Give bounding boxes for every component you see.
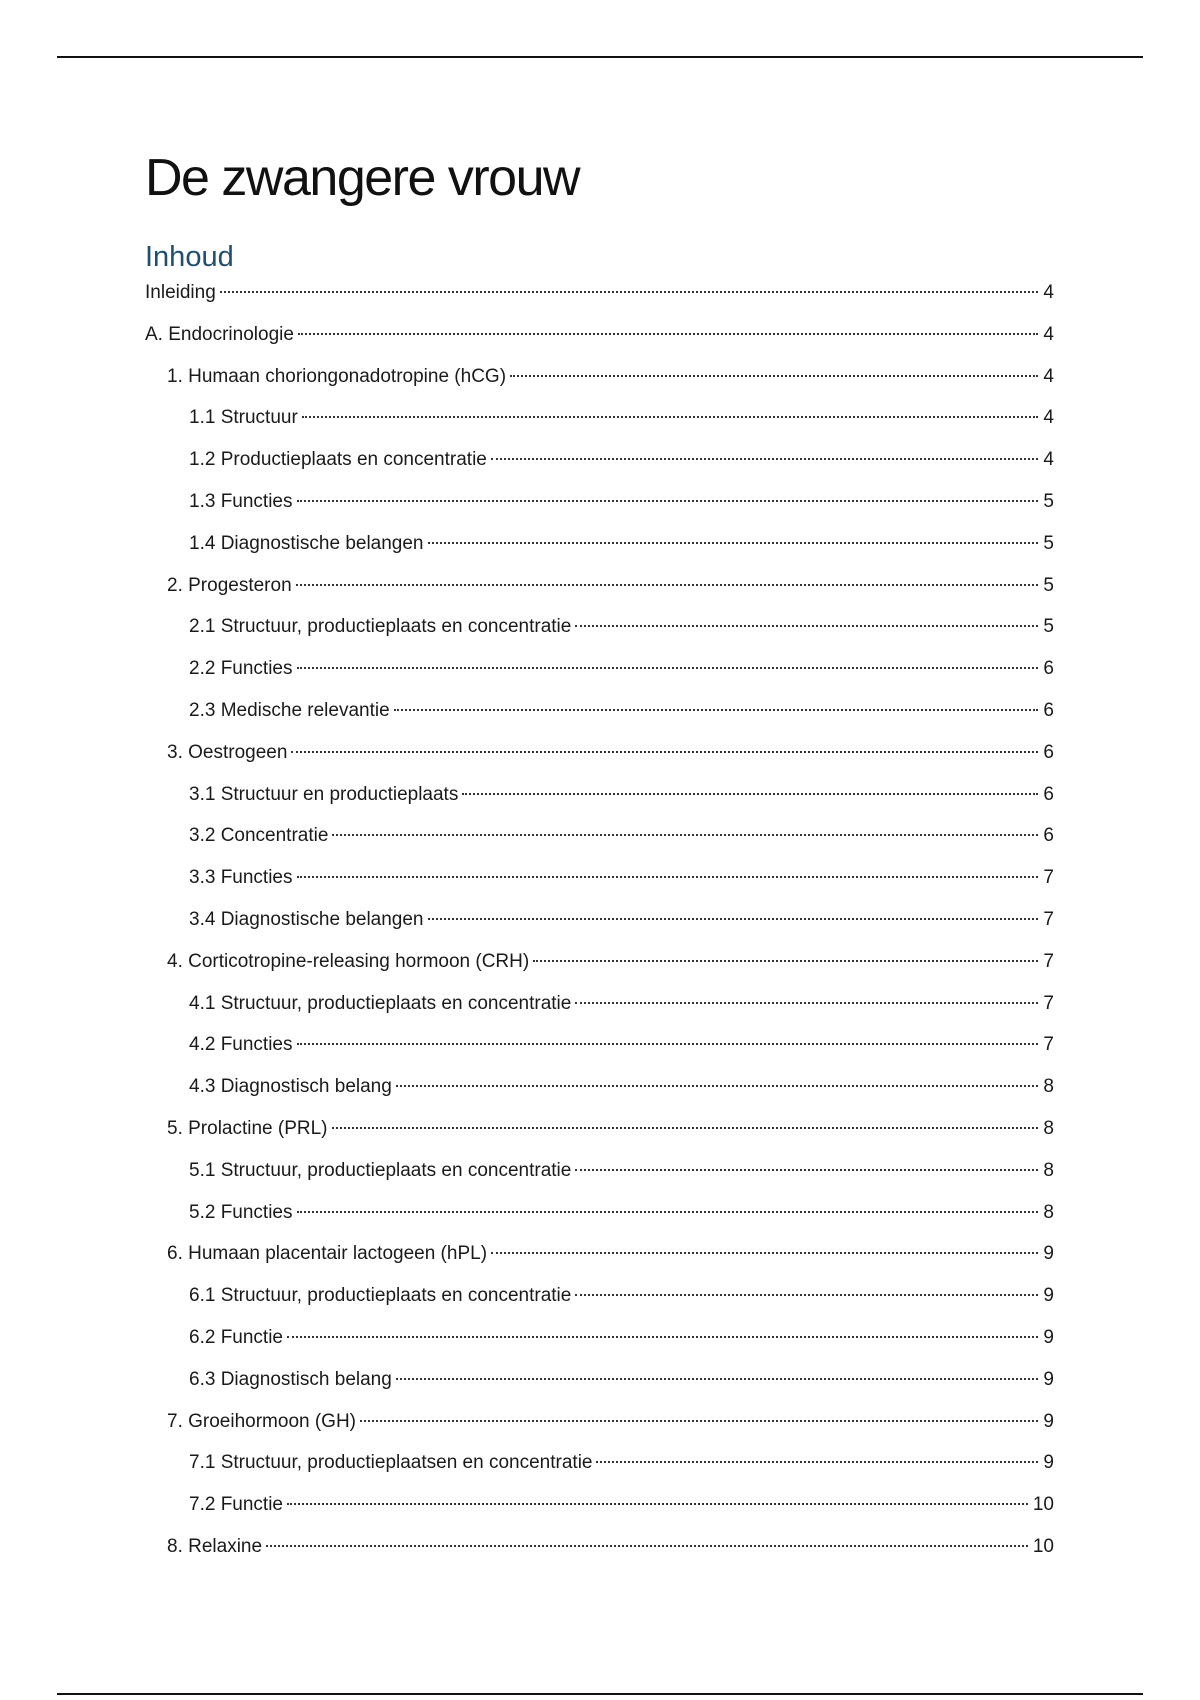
toc-entry-label: 7.1 Structuur, productieplaatsen en concentratie (189, 1452, 593, 1474)
toc-entry-label: 3. Oestrogeen (167, 741, 288, 763)
toc-entry-label: 3.1 Structuur en productieplaats (189, 783, 459, 805)
toc-dot-leader (596, 1461, 1038, 1463)
toc-dot-leader (396, 1378, 1039, 1380)
toc-entry-page-number: 4 (1043, 449, 1054, 471)
toc-dot-leader (491, 1252, 1038, 1254)
header-rule (57, 56, 1143, 58)
toc-entry[interactable] (145, 989, 1054, 1031)
toc-entry-page-number: 4 (1043, 323, 1054, 345)
toc-entry-page-number: 6 (1043, 741, 1054, 763)
toc-entry[interactable] (145, 1365, 1054, 1407)
toc-entry[interactable] (145, 445, 1054, 487)
toc-entry[interactable] (145, 320, 1054, 362)
toc-entry[interactable] (145, 529, 1054, 571)
toc-entry[interactable] (145, 1323, 1054, 1365)
toc-entry[interactable] (145, 362, 1054, 404)
toc-entry-label: 1.2 Productieplaats en concentratie (189, 449, 487, 471)
toc-entry[interactable] (145, 1072, 1054, 1114)
toc-dot-leader (297, 876, 1039, 878)
toc-entry[interactable] (145, 1532, 1054, 1574)
toc-entry[interactable] (145, 738, 1054, 780)
toc-entry[interactable] (145, 1490, 1054, 1532)
toc-entry[interactable] (145, 1156, 1054, 1198)
toc-entry-label: 7.2 Functie (189, 1494, 283, 1516)
toc-entry[interactable] (145, 1448, 1054, 1490)
toc-dot-leader (297, 500, 1039, 502)
toc-entry-label: 3.2 Concentratie (189, 825, 329, 847)
toc-entry-label: 1.4 Diagnostische belangen (189, 532, 424, 554)
toc-entry-label: Inleiding (145, 282, 216, 303)
toc-entry-label: 5. Prolactine (PRL) (167, 1117, 328, 1139)
toc-entry-page-number: 5 (1043, 574, 1054, 596)
toc-entry-label: 4. Corticotropine-releasing hormoon (CRH) (167, 950, 530, 972)
toc-dot-leader (287, 1336, 1038, 1338)
toc-entry-label: 5.2 Functies (189, 1201, 293, 1223)
toc-entry[interactable] (145, 1198, 1054, 1240)
toc-entry-page-number: 10 (1032, 1494, 1054, 1516)
toc-dot-leader (298, 333, 1038, 335)
toc-entry-label: 6.1 Structuur, productieplaats en concentratie (189, 1285, 572, 1307)
toc-dot-leader (266, 1545, 1028, 1547)
toc-dot-leader (296, 584, 1039, 586)
toc-entry-page-number: 5 (1043, 616, 1054, 638)
toc-entry-label: 3.3 Functies (189, 867, 293, 889)
toc-entry-page-number: 4 (1043, 407, 1054, 429)
toc-entry-page-number: 9 (1043, 1410, 1054, 1432)
toc-entry-page-number: 9 (1043, 1452, 1054, 1474)
toc-entry[interactable] (145, 696, 1054, 738)
document-title: De zwangere vrouw (145, 149, 580, 207)
toc-entry-page-number: 8 (1043, 1076, 1054, 1098)
toc-dot-leader (394, 709, 1039, 711)
toc-entry[interactable] (145, 780, 1054, 822)
toc-heading: Inhoud (145, 241, 234, 273)
toc-entry-label: 2.3 Medische relevantie (189, 699, 390, 721)
toc-entry-label: 1. Humaan choriongonadotropine (hCG) (167, 365, 507, 387)
toc-entry[interactable] (145, 1239, 1054, 1281)
toc-entry-page-number: 6 (1043, 783, 1054, 805)
toc-dot-leader (533, 960, 1038, 962)
toc-entry-page-number: 4 (1043, 282, 1054, 303)
toc-dot-leader (396, 1085, 1039, 1087)
toc-dot-leader (575, 1002, 1038, 1004)
toc-dot-leader (332, 1127, 1039, 1129)
toc-entry-label: 6.3 Diagnostisch belang (189, 1368, 392, 1390)
toc-entry-page-number: 7 (1043, 950, 1054, 972)
toc-entry-page-number: 10 (1032, 1535, 1054, 1557)
toc-dot-leader (462, 793, 1038, 795)
toc-entry-page-number: 7 (1043, 1034, 1054, 1056)
toc-entry-page-number: 4 (1043, 365, 1054, 387)
toc-entry-label: 2.1 Structuur, productieplaats en concentratie (189, 616, 572, 638)
toc-entry[interactable] (145, 947, 1054, 989)
toc-dot-leader (297, 667, 1039, 669)
toc-dot-leader (302, 416, 1039, 418)
toc-dot-leader (428, 918, 1039, 920)
toc-entry-label: 2.2 Functies (189, 658, 293, 680)
toc-entry-page-number: 8 (1043, 1201, 1054, 1223)
toc-dot-leader (491, 458, 1039, 460)
toc-entry-page-number: 9 (1043, 1326, 1054, 1348)
toc-entry[interactable] (145, 1030, 1054, 1072)
toc-entry-page-number: 5 (1043, 490, 1054, 512)
toc-entry-label: 8. Relaxine (167, 1535, 263, 1557)
toc-dot-leader (575, 625, 1038, 627)
toc-entry[interactable] (145, 278, 1054, 320)
toc-entry-page-number: 6 (1043, 825, 1054, 847)
toc-entry-label: 1.1 Structuur (189, 407, 298, 429)
toc-entry[interactable] (145, 905, 1054, 947)
toc-entry[interactable] (145, 1281, 1054, 1323)
toc-entry-page-number: 8 (1043, 1159, 1054, 1181)
toc-entry-label: 3.4 Diagnostische belangen (189, 908, 424, 930)
toc-dot-leader (575, 1169, 1038, 1171)
toc-entry-label: 4.1 Structuur, productieplaats en concentratie (189, 992, 572, 1014)
toc-entry-page-number: 8 (1043, 1117, 1054, 1139)
toc-entry-label: A. Endocrinologie (145, 323, 294, 345)
toc-entry[interactable] (145, 1114, 1054, 1156)
toc-entry-page-number: 7 (1043, 992, 1054, 1014)
toc-entry-page-number: 9 (1043, 1243, 1054, 1265)
toc-dot-leader (428, 542, 1039, 544)
toc-dot-leader (575, 1294, 1038, 1296)
toc-entry[interactable] (145, 1407, 1054, 1449)
toc-entry-label: 1.3 Functies (189, 490, 293, 512)
toc-entry-label: 6.2 Functie (189, 1326, 283, 1348)
footer-rule (57, 1693, 1143, 1695)
toc-entry-label: 4.2 Functies (189, 1034, 293, 1056)
toc-entry-page-number: 5 (1043, 532, 1054, 554)
toc-dot-leader (287, 1503, 1028, 1505)
toc-dot-leader (360, 1420, 1038, 1422)
toc-entry[interactable] (145, 612, 1054, 654)
toc-entry[interactable] (145, 821, 1054, 863)
toc-entry-label: 4.3 Diagnostisch belang (189, 1076, 392, 1098)
toc-entry-label: 5.1 Structuur, productieplaats en concentratie (189, 1159, 572, 1181)
toc-entry[interactable] (145, 863, 1054, 905)
toc-entry[interactable] (145, 571, 1054, 613)
toc-entry-label: 2. Progesteron (167, 574, 292, 596)
toc-entry-page-number: 6 (1043, 699, 1054, 721)
toc-dot-leader (220, 291, 1039, 293)
toc-entry-page-number: 7 (1043, 908, 1054, 930)
toc-entry-label: 7. Groeihormoon (GH) (167, 1410, 357, 1432)
toc-entry[interactable] (145, 403, 1054, 445)
toc-entry-page-number: 9 (1043, 1285, 1054, 1307)
toc-entry[interactable] (145, 654, 1054, 696)
toc-dot-leader (510, 375, 1038, 377)
toc-dot-leader (297, 1211, 1039, 1213)
toc-entry-page-number: 9 (1043, 1368, 1054, 1390)
toc-entry-page-number: 6 (1043, 658, 1054, 680)
toc-dot-leader (291, 751, 1038, 753)
toc-dot-leader (332, 834, 1038, 836)
table-of-contents (145, 278, 1054, 1574)
toc-entry-label: 6. Humaan placentair lactogeen (hPL) (167, 1243, 488, 1265)
toc-entry[interactable] (145, 487, 1054, 529)
toc-dot-leader (297, 1043, 1039, 1045)
toc-entry-page-number: 7 (1043, 867, 1054, 889)
